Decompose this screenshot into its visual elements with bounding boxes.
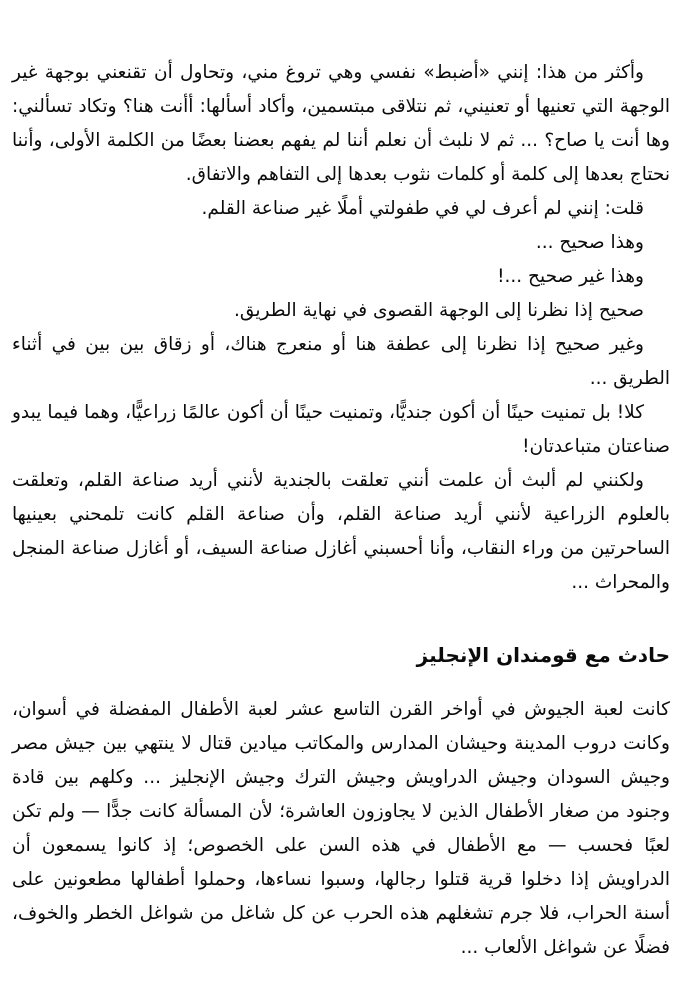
dialogue-line-5: وغير صحيح إذا نظرنا إلى عطفة هنا أو منعرج هناك، أو زقاق بين بين في أثناء الطريق ... [12,334,670,390]
opening-paragraph: وأكثر من هذا: إنني «أضبط» نفسي وهي تروغ مني، وتحاول أن تقنعني بوجهة غير الوجهة التي تعنيها أو تعنيني، ثم نتلاقى مبتسمين، وأكاد أسألها: أأنت هنا؟ وتكاد تسألني: وها أنت يا صاح؟ ... ثم لا نلبث أن نعلم أننا لم يفهم بعضنا بعضًا من الكلمة الأولى، وأننا نحتاج بعدها إلى كلمة أو كلمات نثوب بعدها إلى التفاهم والاتفاق. [12,62,670,186]
dialogue-line-6: كلا! بل تمنيت حينًا أن أكون جنديًّا، وتمنيت حينًا أن أكون عالمًا زراعيًّا، وهما فيما يبدو صناعتان متباعدتان! [12,402,670,458]
dialogue-line-1: قلت: إنني لم أعرف لي في طفولتي أملًا غير صناعة القلم. [201,198,644,220]
dialogue-line-3: وهذا غير صحيح ...! [497,266,644,288]
reflection-paragraph: ولكنني لم ألبث أن علمت أنني تعلقت بالجندية لأنني أريد صناعة القلم، وتعلقت بالعلوم الزراعية لأنني أريد صناعة القلم، وأن صناعة القلم كانت تلمحني بعينيها الساحرتين من وراء النقاب، وأنا أحسبني أغازل صناعة السيف، أو أغازل صناعة المنجل والمحراث ... [12,470,670,594]
closing-paragraph: كانت لعبة الجيوش في أواخر القرن التاسع عشر لعبة الأطفال المفضلة في أسوان، وكانت دروب المدينة وحيشان المدارس والمكاتب ميادين قتال لا ينتهي بين جيش مصر وجيش السودان وجيش الدراويش وجيش الترك وجيش الإنجليز ... وكلهم بين قادة وجنود من صغار الأطفال الذين لا يجاوزون العاشرة؛ لأن المسألة كانت جدًّا — ولم تكن لعبًا فحسب — مع الأطفال في هذه السن على الخصوص؛ إذ كانوا يسمعون أن الدراويش إذا دخلوا قرية قتلوا رجالها، وسبوا نساءها، وحملوا أطفالها مطعونين على أسنة الحراب، فلا جرم تشغلهم هذه الحرب عن كل شاغل من شواغل الخطر والخوف، فضلًا عن شواغل الألعاب ... [12,698,670,958]
section-heading: حادث مع قومندان الإنجليز [416,642,670,667]
dialogue-line-2: وهذا صحيح ... [535,232,644,254]
dialogue-line-4: صحيح إذا نظرنا إلى الوجهة القصوى في نهاية الطريق. [234,300,644,322]
